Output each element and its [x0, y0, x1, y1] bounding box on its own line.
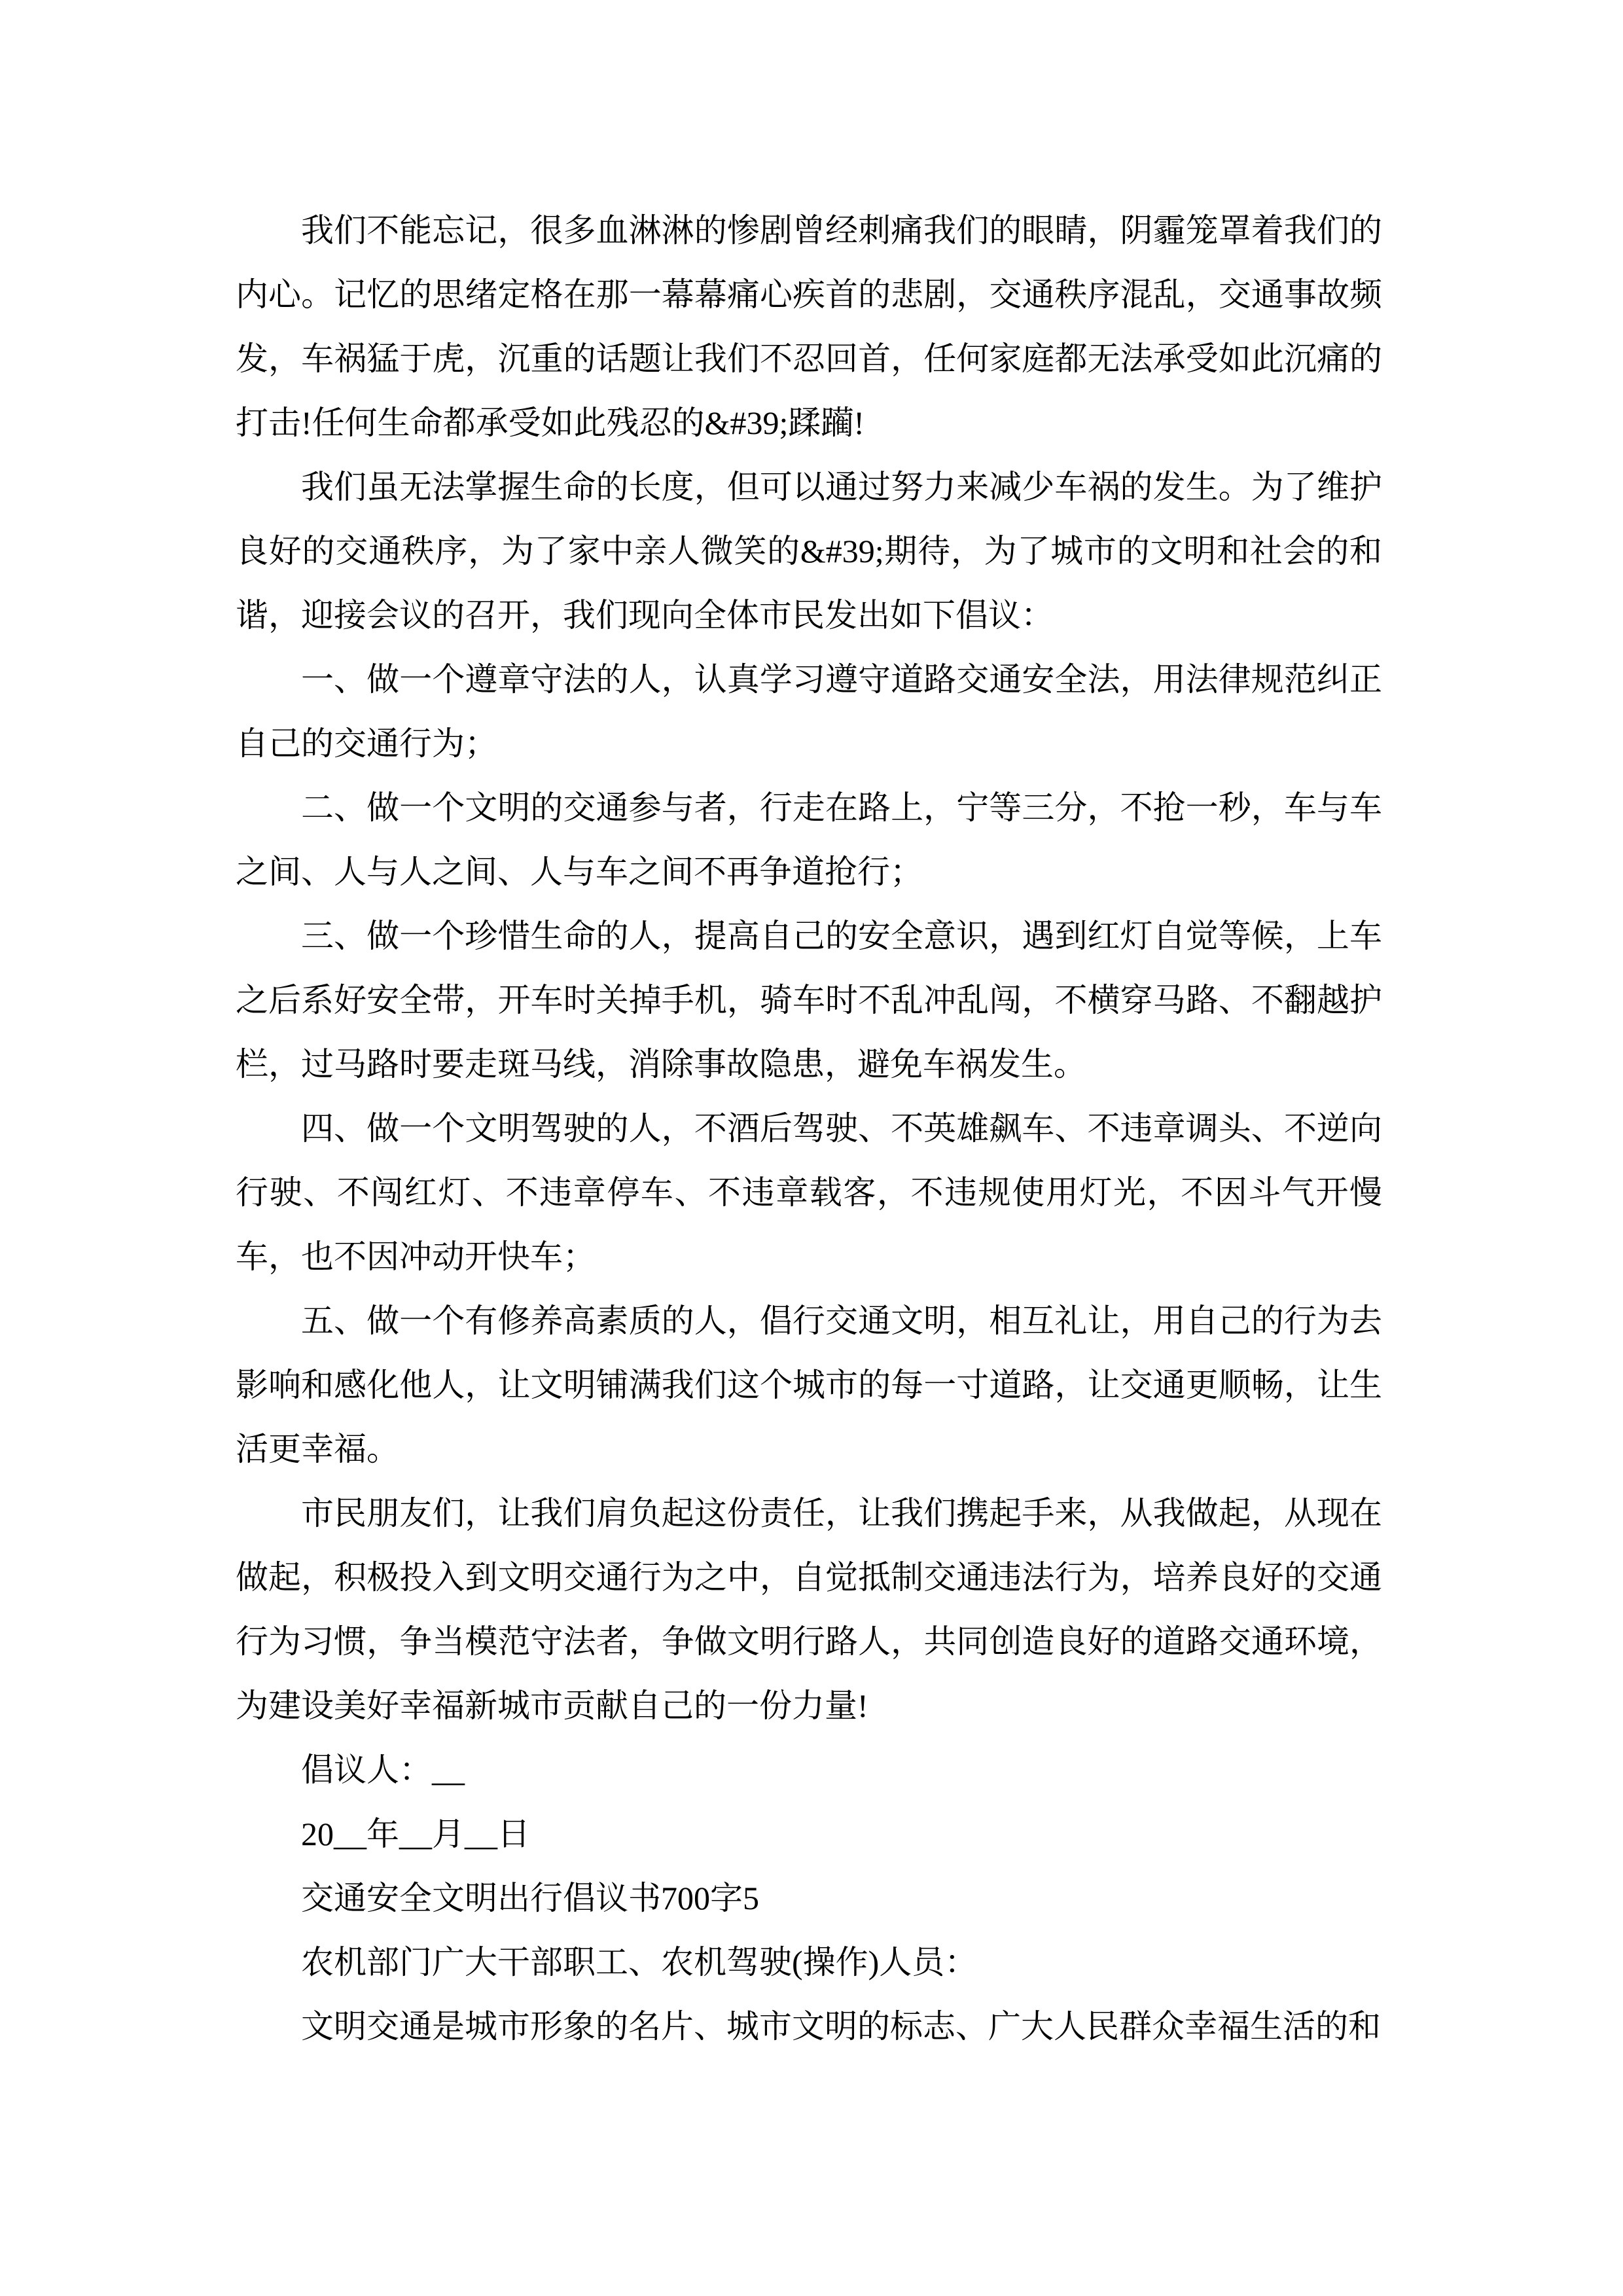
- document-text-block: [236, 198, 1382, 2058]
- list-item-2-civilized-participant: 二、做一个文明的交通参与者，行走在路上，宁等三分，不抢一秒，车与车之间、人与人之间、人与车之间不再争道抢行；: [236, 789, 1382, 890]
- list-item-1-obey-law: 一、做一个遵章守法的人，认真学习遵守道路交通安全法，用法律规范纠正自己的交通行为；: [236, 661, 1382, 762]
- body-paragraph-civilized-traffic: 文明交通是城市形象的名片、城市文明的标志、广大人民群众幸福生活的和: [301, 2008, 1381, 2045]
- body-paragraph-remember: 我们不能忘记，很多血淋淋的惨剧曾经刺痛我们的眼睛，阴霾笼罩着我们的内心。记忆的思绪定格在那一幕幕痛心疾首的悲剧，交通秩序混乱，交通事故频发，车祸猛于虎，沉重的话题让我们不忍回首，任何家庭都无法承受如此沉痛的打击!任何生命都承受如此残忍的&#39;蹂躏!: [236, 212, 1382, 441]
- list-item-4-civilized-driving: 四、做一个文明驾驶的人，不酒后驾驶、不英雄飙车、不违章调头、不逆向行驶、不闯红灯、不违章停车、不违章载客，不违规使用灯光，不因斗气开慢车，也不因冲动开快车；: [236, 1110, 1382, 1275]
- salutation-line: 农机部门广大干部职工、农机驾驶(操作)人员：: [301, 1944, 978, 1981]
- proposer-signature-line: 倡议人：__: [301, 1751, 465, 1788]
- body-paragraph-proposal-intro: 我们虽无法掌握生命的长度，但可以通过努力来减少车祸的发生。为了维护良好的交通秩序，为了家中亲人微笑的&#39;期待，为了城市的文明和社会的和谐，迎接会议的召开，我们现向全体市民发出如下倡议：: [236, 469, 1382, 634]
- body-paragraph-appeal: 市民朋友们，让我们肩负起这份责任，让我们携起手来，从我做起，从现在做起，积极投入到文明交通行为之中，自觉抵制交通违法行为，培养良好的交通行为习惯，争当模范守法者，争做文明行路人，共同创造良好的道路交通环境，为建设美好幸福新城市贡献自己的一份力量!: [236, 1495, 1382, 1724]
- list-item-3-cherish-life: 三、做一个珍惜生命的人，提高自己的安全意识，遇到红灯自觉等候，上车之后系好安全带，开车时关掉手机，骑车时不乱冲乱闯，不横穿马路、不翻越护栏，过马路时要走斑马线，消除事故隐患，避免车祸发生。: [236, 918, 1382, 1083]
- date-line: 20__年__月__日: [301, 1816, 530, 1852]
- section-title-part5: 交通安全文明出行倡议书700字5: [301, 1880, 759, 1916]
- list-item-5-courtesy: 五、做一个有修养高素质的人，倡行交通文明，相互礼让，用自己的行为去影响和感化他人，让文明铺满我们这个城市的每一寸道路，让交通更顺畅，让生活更幸福。: [236, 1302, 1382, 1467]
